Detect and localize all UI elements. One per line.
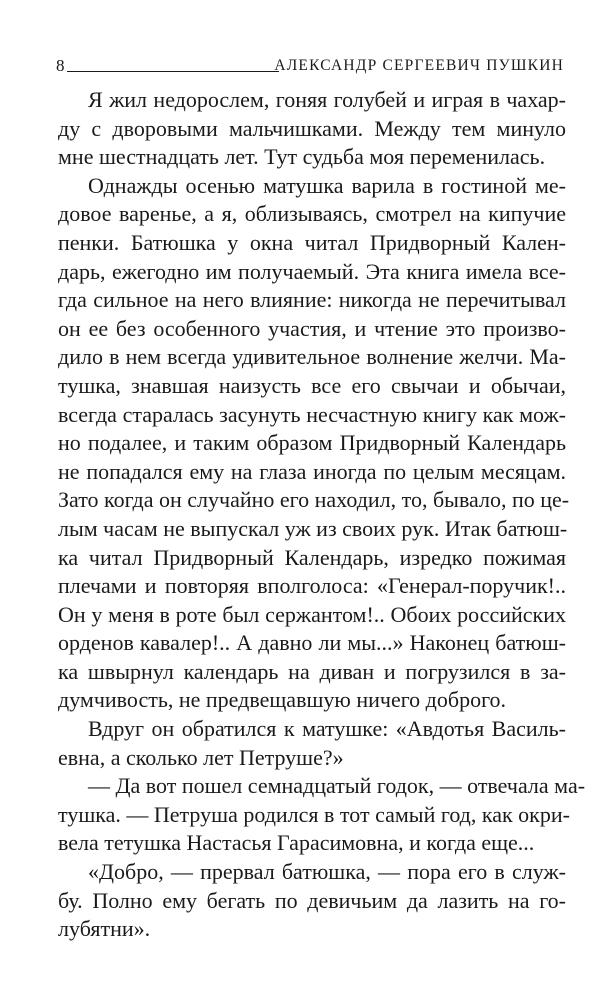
- author-running-title: АЛЕКСАНДР СЕРГЕЕВИЧ ПУШКИН: [274, 57, 564, 74]
- paragraph: [58, 858, 566, 944]
- text-line: Вдруг он обратился к матушке: «Авдотья Василь-: [88, 716, 566, 742]
- text-line: всегда старалась засунуть несчастную книгу как мож-: [58, 401, 566, 427]
- paragraph: [58, 172, 570, 715]
- text-line: мне шестнадцать лет. Тут судьба моя переменилась.: [58, 144, 546, 170]
- text-line: Я жил недорослем, гоняя голубей и играя в чахар-: [88, 87, 566, 112]
- text-line: орденов кавалер!.. А давно ли мы...» Наконец батюш-: [58, 630, 566, 656]
- body-text: [58, 86, 586, 944]
- text-line: тушка, знавшая наизусть все его свычаи и обычаи,: [58, 372, 566, 398]
- text-line: лым часам не выпускал уж из своих рук. Итак батюш-: [58, 515, 568, 541]
- text-line: ка читал Придворный Календарь, изредко пожимая: [58, 544, 566, 570]
- text-line: дило в нем всегда удивительное волнение желчи. Ма-: [58, 344, 566, 370]
- text-line: Он у меня в роте был сержантом!.. Обоих российских: [58, 601, 566, 627]
- text-line: — Да вот пошел семнадцатый годок, — отвечала ма-: [88, 773, 586, 799]
- text-line: довое варенье, а я, облизываясь, смотрел на кипучие: [58, 201, 566, 227]
- text-line: он ее без особенного участия, и чтение это произво-: [58, 315, 566, 341]
- text-line: дарь, ежегодно им получаемый. Эта книга имела все-: [58, 258, 566, 284]
- text-line: тушка. — Петруша родился в тот самый год, как окри-: [58, 801, 570, 827]
- text-line: евна, а сколько лет Петруше?»: [58, 744, 344, 770]
- text-line: гда сильное на него влияние: никогда не перечитывал: [58, 287, 566, 313]
- text-line: Зато когда он случайно его находил, то, бывало, по це-: [58, 487, 570, 513]
- text-line: вела тетушка Настасья Гарасимовна, и когда еще...: [58, 830, 535, 856]
- page-number: 8: [56, 56, 65, 75]
- text-line: плечами и повторяя вполголоса: «Генерал-поручик!..: [58, 573, 566, 599]
- paragraph: [58, 715, 566, 772]
- text-line: Однажды осенью матушка варила в гостиной ме-: [88, 172, 566, 198]
- text-line: ду с дворовыми мальчишками. Между тем минуло: [58, 115, 566, 141]
- paragraph: [58, 86, 566, 172]
- paragraph: [58, 772, 586, 858]
- text-line: бу. Полно ему бегать по девичьим да лазить на го-: [58, 887, 566, 913]
- running-head: [56, 55, 564, 77]
- text-line: лубятни».: [58, 916, 151, 942]
- text-line: «Добро, — прервал батюшка, — пора его в служ-: [88, 859, 566, 885]
- text-line: пенки. Батюшка у окна читал Придворный Кален-: [58, 229, 566, 255]
- header-rule: [67, 71, 279, 72]
- text-line: но подалее, и таким образом Придворный Календарь: [58, 430, 566, 456]
- text-line: ка швырнул календарь на диван и погрузился в за-: [58, 658, 566, 684]
- text-line: думчивость, не предвещавшую ничего доброго.: [58, 687, 507, 713]
- text-line: не попадался ему на глаза иногда по целым месяцам.: [58, 458, 566, 484]
